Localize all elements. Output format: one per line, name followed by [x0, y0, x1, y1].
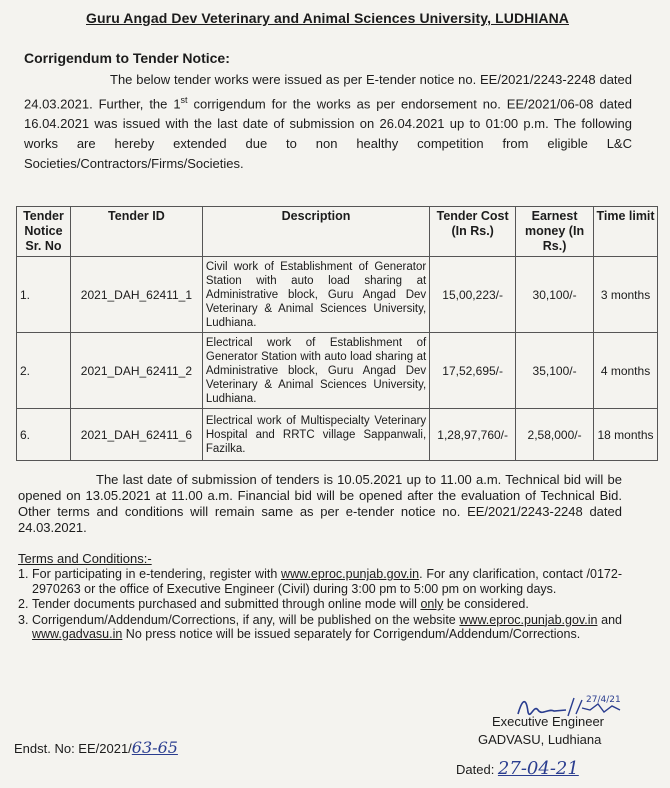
- endorsement-label: Endst. No: EE/2021/: [14, 741, 132, 756]
- header-tender-cost: Tender Cost (In Rs.): [430, 207, 516, 257]
- cell-tender-cost: 15,00,223/-: [430, 257, 516, 333]
- table-row: [17, 409, 658, 461]
- item-text-before: Corrigendum/Addendum/Corrections, if any, will be published on the website: [32, 612, 460, 627]
- dated-line: [456, 758, 579, 779]
- emphasis-only: only: [420, 597, 444, 611]
- cell-description: Electrical work of Multispecialty Veterinary Hospital and RRTC village Sappanwali, Fazilka.: [202, 409, 429, 461]
- endorsement-handwritten: 63-65: [131, 738, 178, 757]
- signatory-title: Executive Engineer: [492, 714, 605, 729]
- cell-time-limit: 4 months: [594, 333, 658, 409]
- cell-sr: 1.: [17, 257, 71, 333]
- notice-text-part1: The below tender works were issued as per E-tender notice no. EE/2021/2243-2248 dated 24.03.2021. Further, the 1: [24, 72, 632, 112]
- extension-note-text: The last date of submission of tenders is 10.05.2021 up to 11.00 a.m. Technical bid will be opened on 13.05.2021 at 11.00 a.m. Financial bid will be opened after the evaluation of Technical Bid. Other terms and conditions will remain same as per e-tender notice no. EE/2021/2243-2248 dated 24.03.2021.: [18, 472, 622, 535]
- item-text-before: Tender documents purchased and submitted through online mode will: [32, 597, 421, 611]
- cell-sr: 2.: [17, 333, 71, 409]
- cell-tender-id: 2021_DAH_62411_1: [70, 257, 202, 333]
- table-row: [17, 257, 658, 333]
- cell-description: Electrical work of Establishment of Generator Station with auto load sharing at Administrative block, Guru Angad Dev Veterinary & Animal Sciences University, Ludhiana.: [202, 333, 429, 409]
- item-text: [32, 597, 622, 612]
- signature-date: 27/4/21: [586, 695, 621, 705]
- terms-title: Terms and Conditions:-: [18, 551, 152, 566]
- endorsement-number: [14, 738, 178, 757]
- eproc-link[interactable]: www.eproc.punjab.gov.in: [459, 612, 598, 627]
- cell-time-limit: 18 months: [594, 409, 658, 461]
- cell-tender-id: 2021_DAH_62411_6: [70, 409, 202, 461]
- cell-tender-cost: 1,28,97,760/-: [430, 409, 516, 461]
- university-header: Guru Angad Dev Veterinary and Animal Sciences University, LUDHIANA: [86, 10, 569, 26]
- cell-earnest-money: 30,100/-: [516, 257, 594, 333]
- item-text-mid: and: [597, 612, 622, 627]
- header-time-limit: Time limit: [594, 207, 658, 257]
- list-item: [18, 613, 622, 642]
- item-text-before: For participating in e-tendering, register with: [32, 567, 282, 581]
- dated-handwritten: 27-04-21: [497, 758, 579, 779]
- cell-tender-id: 2021_DAH_62411_2: [70, 333, 202, 409]
- item-number: 3.: [18, 612, 29, 627]
- extension-note: [18, 472, 622, 536]
- item-text-after: be considered.: [443, 597, 529, 611]
- terms-list: [18, 567, 622, 643]
- header-sr-no: Tender Notice Sr. No: [17, 207, 71, 257]
- item-text-after: . For any clarification, contact /0172-2970263 or the office of Executive Engineer (Civil) during 3:00 pm to 5:00 pm on working days.: [32, 567, 622, 596]
- eproc-link[interactable]: www.eproc.punjab.gov.in: [281, 567, 420, 581]
- header-tender-id: Tender ID: [70, 207, 202, 257]
- cell-description: Civil work of Establishment of Generator Station with auto load sharing at Administrative block, Guru Angad Dev Veterinary & Animal Sciences University, Ludhiana.: [202, 257, 429, 333]
- cell-time-limit: 3 months: [594, 257, 658, 333]
- notice-subject: Corrigendum to Tender Notice:: [24, 50, 230, 66]
- cell-tender-cost: 17,52,695/-: [430, 333, 516, 409]
- item-text: [32, 567, 622, 596]
- cell-earnest-money: 35,100/-: [516, 333, 594, 409]
- item-number: 2.: [18, 597, 29, 611]
- tender-table: [16, 206, 658, 461]
- header-earnest-money: Earnest money (In Rs.): [516, 207, 594, 257]
- dated-label: Dated:: [456, 762, 498, 777]
- table-header-row: [17, 207, 658, 257]
- item-text: [32, 613, 622, 642]
- list-item: [18, 597, 622, 612]
- signatory-org: GADVASU, Ludhiana: [478, 732, 602, 747]
- ordinal-superscript: st: [180, 95, 188, 105]
- gadvasu-link[interactable]: www.gadvasu.in: [32, 627, 123, 641]
- cell-sr: 6.: [17, 409, 71, 461]
- notice-paragraph: [24, 70, 632, 174]
- header-description: Description: [202, 207, 429, 257]
- item-number: 1.: [18, 567, 29, 581]
- table-row: [17, 333, 658, 409]
- cell-earnest-money: 2,58,000/-: [516, 409, 594, 461]
- list-item: [18, 567, 622, 596]
- item-text-after: No press notice will be issued separately for Corrigendum/Addendum/Corrections.: [122, 627, 581, 641]
- notice-text-part2: corrigendum for the works as per endorsement no. EE/2021/06-08 dated 16.04.2021 was issued with the last date of submission on 26.04.2021 up to 01:00 p.m. The following works are hereby extended due to non healthy competition from eligible L&C Societies/Contractors/Firms/Societies.: [24, 96, 632, 172]
